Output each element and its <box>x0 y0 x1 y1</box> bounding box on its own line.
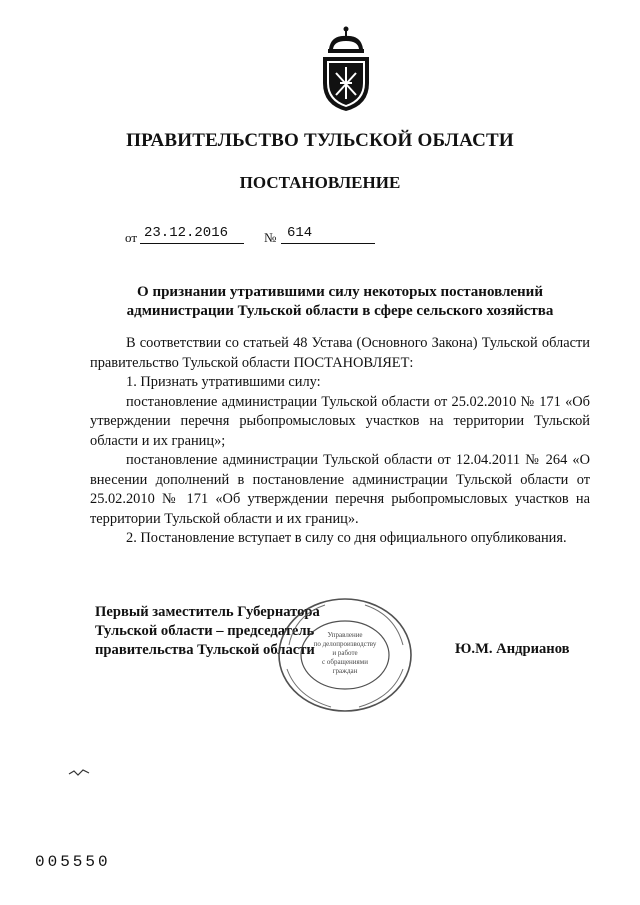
document-meta <box>125 226 385 246</box>
stamp-line: Управление <box>327 631 363 639</box>
serial-number: 005550 <box>35 853 111 871</box>
body-paragraph: 1. Признать утратившими силу: <box>126 374 321 390</box>
signatory-line: Тульской области – председатель <box>95 623 315 639</box>
body-paragraph: постановление администрации Тульской области от 25.02.2010 № 171 «Об утверждении перечня рыбопромысловых участков на территории Тульской области и их границ»; <box>90 393 590 449</box>
stamp-line: по делопроизводству <box>313 640 377 648</box>
signatory-line: Первый заместитель Губернатора <box>95 604 320 620</box>
document-body <box>90 334 590 549</box>
coat-of-arms-icon <box>315 25 377 113</box>
government-title: ПРАВИТЕЛЬСТВО ТУЛЬСКОЙ ОБЛАСТИ <box>126 130 514 151</box>
body-paragraph: В соответствии со статьей 48 Устава (Основного Закона) Тульской области правительство Тульской области ПОСТАНОВЛЯЕТ: <box>90 335 590 371</box>
signer-name: Ю.М. Андрианов <box>455 641 570 657</box>
official-stamp <box>275 595 415 715</box>
document-number: 614 <box>281 226 375 244</box>
document-subject: О признании утратившими силу некоторых постановлений администрации Тульской области в сфере сельского хозяйства <box>126 284 554 319</box>
stamp-line: и работе <box>332 649 358 657</box>
signatory-line: правительства Тульской области <box>95 642 315 658</box>
body-paragraph: 2. Постановление вступает в силу со дня официального опубликования. <box>126 530 567 546</box>
document-type: ПОСТАНОВЛЕНИЕ <box>239 173 401 192</box>
document-date: 23.12.2016 <box>140 226 244 244</box>
body-paragraph: постановление администрации Тульской области от 12.04.2011 № 264 «О внесении дополнений в постановление администрации Тульской области от 25.02.2010 № 171 «Об утверждении перечня рыбопромысловых участков на территории Тульской области и их границ». <box>90 452 590 527</box>
stamp-line: с обращениями <box>322 658 368 666</box>
date-label: от <box>125 230 138 245</box>
scribble-mark-icon <box>68 768 90 778</box>
number-label: № <box>264 230 277 245</box>
stamp-line: граждан <box>332 667 358 675</box>
